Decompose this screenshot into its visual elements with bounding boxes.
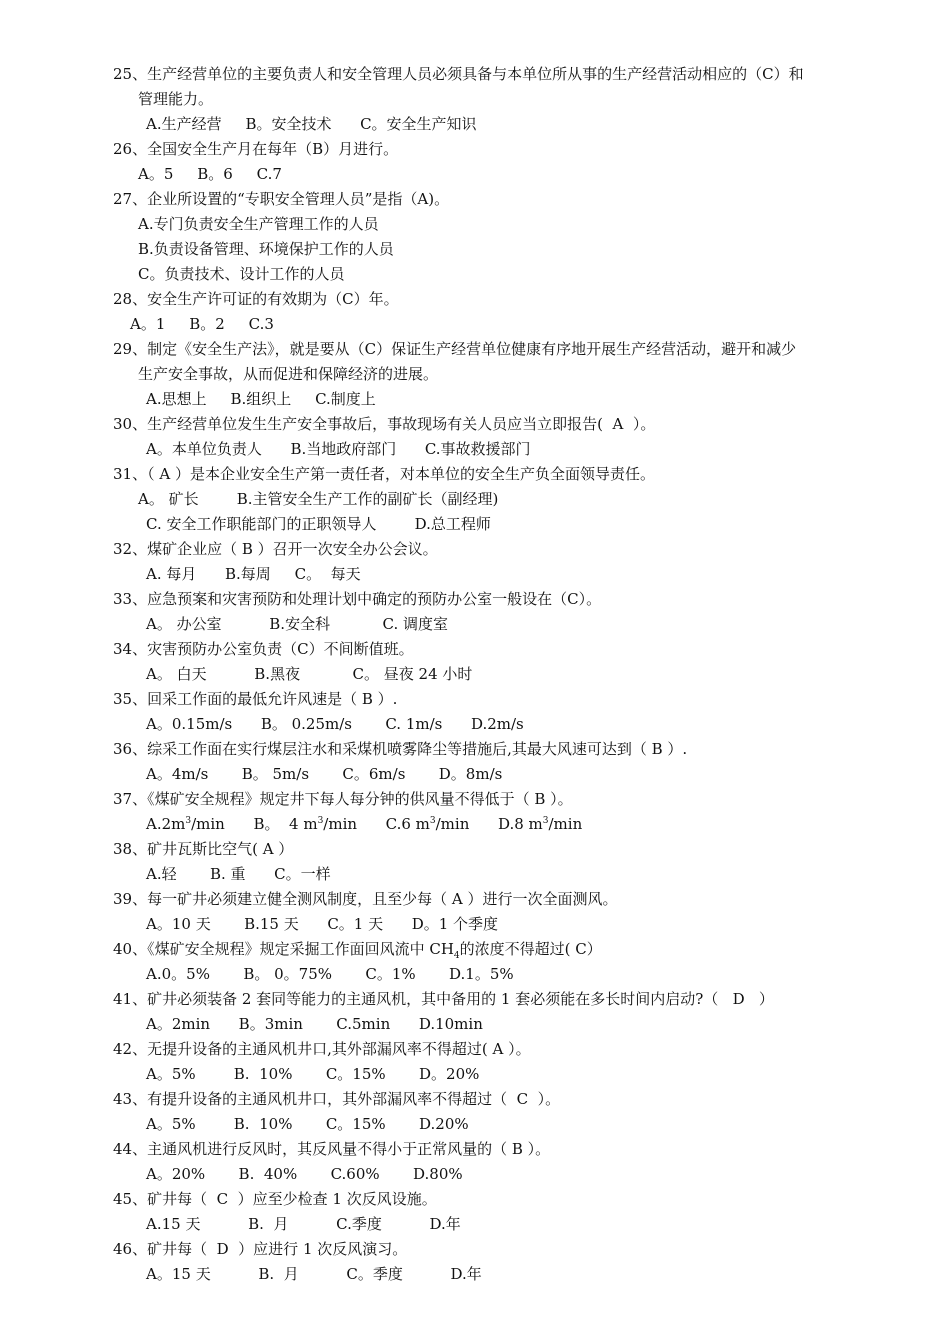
superscript-3: 3: [317, 816, 324, 826]
question-42-options: A。5% B. 10% C。15% D。20%: [146, 1065, 480, 1083]
question-32: 32、煤矿企业应（ B ）召开一次安全办公会议。: [113, 540, 438, 558]
question-32-options: A. 每月 B.每周 C。 每天: [146, 565, 361, 583]
question-43: 43、有提升设备的主通风机井口，其外部漏风率不得超过（ C ）。: [113, 1090, 561, 1108]
question-25-cont: 管理能力。: [138, 90, 214, 108]
question-35-options: A。0.15m/s B。 0.25m/s C. 1m/s D.2m/s: [146, 715, 524, 733]
question-25-options: A.生产经营 B。安全技术 C。安全生产知识: [146, 115, 477, 133]
question-45: 45、矿井每（ C ）应至少检查 1 次反风设施。: [113, 1190, 437, 1208]
question-25: 25、生产经营单位的主要负责人和安全管理人员必须具备与本单位所从事的生产经营活动相应的（C）和: [113, 65, 804, 83]
question-38-options: A.轻 B. 重 C。一样: [146, 865, 331, 883]
question-38: 38、矿井瓦斯比空气( A ）: [113, 840, 294, 858]
superscript-3: 3: [429, 816, 436, 826]
q40-text-end: 的浓度不得超过( C）: [459, 940, 602, 958]
question-46-options: A。15 天 B. 月 C。季度 D.年: [146, 1265, 482, 1283]
question-31: 31、（ A ）是本企业安全生产第一责任者，对本单位的安全生产负全面领导责任。: [113, 465, 655, 483]
question-27-option-c: C。负责技术、设计工作的人员: [138, 265, 345, 283]
question-34-options: A。 白天 B.黑夜 C。 昼夜 24 小时: [146, 665, 473, 683]
question-41-options: A。2min B。3min C.5min D.10min: [146, 1015, 483, 1033]
question-27-option-b: B.负责设备管理、环境保护工作的人员: [138, 240, 394, 258]
question-44: 44、主通风机进行反风时，其反风量不得小于正常风量的（ B ）。: [113, 1140, 551, 1158]
q37-opt-end: /min: [548, 815, 583, 833]
question-40-options: A.0。5% B。 0。75% C。1% D.1。5%: [146, 965, 514, 983]
question-35: 35、回采工作面的最低允许风速是（ B ）.: [113, 690, 398, 708]
question-44-options: A。20% B. 40% C.60% D.80%: [146, 1165, 463, 1183]
q37-opt-c: /min C.6 m: [323, 815, 430, 833]
question-36-options: A。4m/s B。 5m/s C。6m/s D。8m/s: [146, 765, 503, 783]
question-33: 33、应急预案和灾害预防和处理计划中确定的预防办公室一般设在（C）。: [113, 590, 602, 608]
question-31-options-ab: A。 矿长 B.主管安全生产工作的副矿长（副经理): [138, 490, 499, 508]
superscript-3: 3: [185, 816, 192, 826]
question-27: 27、企业所设置的“专职安全管理人员”是指（A)。: [113, 190, 450, 208]
q37-opt-a: A.2m: [146, 815, 186, 833]
q37-opt-d: /min D.8 m: [435, 815, 543, 833]
question-36: 36、综采工作面在实行煤层注水和采煤机喷雾降尘等措施后,其最大风速可达到（ B ）.: [113, 740, 688, 758]
q40-text: 40、《煤矿安全规程》规定采掘工作面回风流中 CH: [113, 940, 454, 958]
question-39: 39、每一矿井必须建立健全测风制度，且至少每（ A ）进行一次全面测风。: [113, 890, 618, 908]
question-39-options: A。10 天 B.15 天 C。1 天 D。1 个季度: [146, 915, 499, 933]
question-26-options: A。5 B。6 C.7: [138, 165, 282, 183]
question-29-cont: 生产安全事故，从而促进和保障经济的进展。: [138, 365, 439, 383]
question-28: 28、安全生产许可证的有效期为（C）年。: [113, 290, 399, 308]
question-30: 30、生产经营单位发生生产安全事故后，事故现场有关人员应当立即报告( A ）。: [113, 415, 656, 433]
question-28-options: A。1 B。2 C.3: [130, 315, 274, 333]
question-46: 46、矿井每（ D ）应进行 1 次反风演习。: [113, 1240, 408, 1258]
q37-opt-b: /min B。 4 m: [191, 815, 318, 833]
subscript-4: 4: [453, 951, 460, 961]
question-41: 41、矿井必须装备 2 套同等能力的主通风机，其中备用的 1 套必须能在多长时间内启动?（ D ）: [113, 990, 774, 1008]
question-31-options-cd: C. 安全工作职能部门的正职领导人 D.总工程师: [146, 515, 491, 533]
question-29: 29、制定《安全生产法》，就是要从（C）保证生产经营单位健康有序地开展生产经营活动，避开和减少: [113, 340, 797, 358]
question-45-options: A.15 天 B. 月 C.季度 D.年: [146, 1215, 461, 1233]
question-37: 37、《煤矿安全规程》规定井下每人每分钟的供风量不得低于（ B ）。: [113, 790, 573, 808]
question-34: 34、灾害预防办公室负责（C）不间断值班。: [113, 640, 414, 658]
question-37-options: [146, 814, 582, 834]
question-26: 26、全国安全生产月在每年（B）月进行。: [113, 140, 399, 158]
question-30-options: A。本单位负责人 B.当地政府部门 C.事故救援部门: [146, 440, 531, 458]
question-43-options: A。5% B. 10% C。15% D.20%: [146, 1115, 469, 1133]
question-27-option-a: A.专门负责安全生产管理工作的人员: [138, 215, 379, 233]
question-33-options: A。 办公室 B.安全科 C. 调度室: [146, 615, 449, 633]
question-29-options: A.思想上 B.组织上 C.制度上: [146, 390, 376, 408]
question-42: 42、无提升设备的主通风机井口,其外部漏风率不得超过( A ）。: [113, 1040, 531, 1058]
question-40: [113, 939, 602, 959]
superscript-3: 3: [542, 816, 549, 826]
